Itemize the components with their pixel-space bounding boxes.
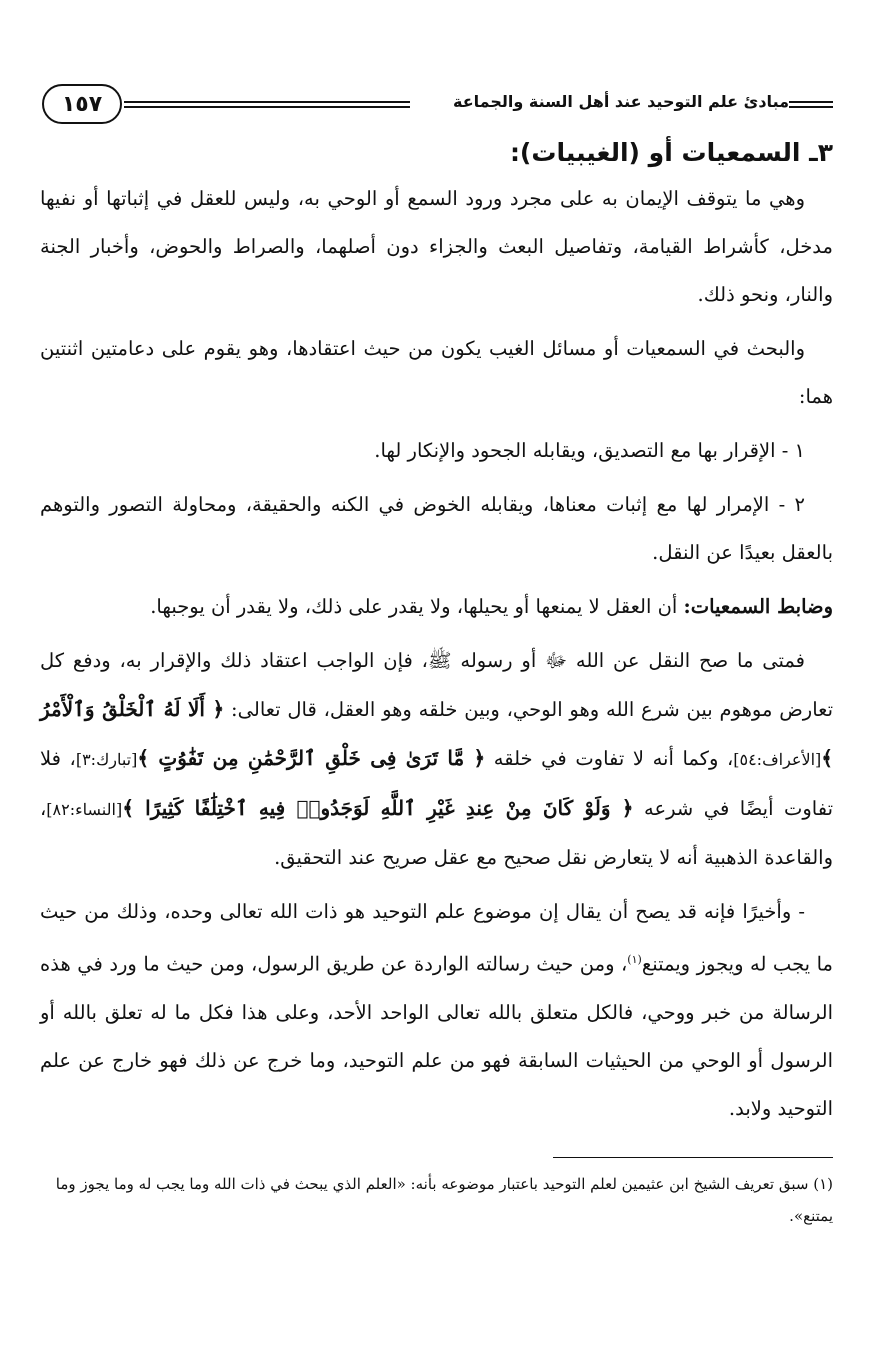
verse-reference: [تبارك:٣]	[75, 750, 138, 769]
running-header	[40, 70, 833, 132]
list-item-1: ١ - الإقرار بها مع التصديق، ويقابله الجحود والإنكار لها.	[374, 439, 805, 462]
paragraph-definition: وهي ما يتوقف الإيمان به على مجرد ورود السمع أو الوحي به، وليس للعقل في إثباتها أو نفيها مدخل، كأشراط القيامة، وتفاصيل البعث والجزاء دون أصلهما، والصراط والحوض، وأخبار الجنة والنار، ونحو ذلك.	[40, 187, 833, 306]
footnote-1: (١) سبق تعريف الشيخ ابن عثيمين لعلم التوحيد باعتبار موضوعه بأنه: «العلم الذي يبحث في ذات الله وما يجب له وما يجوز وما يمتنع».	[55, 1174, 833, 1225]
running-title: مبادئ علم التوحيد عند أهل السنة والجماعة	[445, 92, 789, 111]
paragraph-criterion	[40, 583, 833, 631]
list-item-2: ٢ - الإمرار لها مع إثبات معناها، ويقابله الخوض في الكنه والحقيقة، ومحاولة التصور والتوهم بالعقل بعيدًا عن النقل.	[40, 493, 833, 564]
quran-verse: ﴿ وَلَوْ كَانَ مِنْ عِندِ غَيْرِ ٱللَّهِ لَوَجَدُوا۟ فِيهِ ٱخْتِلَٰفًا كَثِيرًا ﴾	[122, 796, 634, 820]
footnote-divider	[553, 1157, 833, 1158]
text-run: ، ومن حيث رسالته الواردة عن طريق الرسول، ومن حيث ما ورد في هذه الرسالة من خبر ووحي، فالكل متعلق بالله تعالى الواحد الأحد، وعلى هذا فكل ما له تعلق بالله أو الرسول أو الوحي من الحيثيات السابقة فهو من علم التوحيد، وما خرج عن ذلك فهو خارج عن علم التوحيد ولابد.	[40, 952, 833, 1120]
header-rule	[124, 101, 410, 103]
header-rule	[124, 106, 410, 108]
page-number: ١٥٧	[42, 84, 122, 124]
header-rule	[787, 106, 833, 108]
footnote-marker[interactable]: (١)	[627, 953, 642, 966]
header-rule	[787, 101, 833, 103]
quran-verse: ﴿ مَّا تَرَىٰ فِى خَلْقِ ٱلرَّحْمَٰنِ مِن تَفَٰوُتٍ ﴾	[137, 746, 486, 770]
text-run: ، والقاعدة الذهبية أنه لا يتعارض نقل صحيح مع عقل صريح عند التحقيق.	[40, 797, 833, 869]
book-page	[40, 70, 833, 1340]
section-heading: ٣ـ السمعيات أو (الغيبيات):	[509, 138, 833, 167]
text-run: ، وكما أنه لا تفاوت في خلقه	[485, 747, 734, 770]
verse-reference: [الأعراف:٥٤]	[733, 750, 822, 769]
criterion-label: وضابط السمعيات:	[683, 595, 833, 618]
paragraph-subject-of-tawhid	[40, 888, 833, 1133]
text-run: فمتى ما صح النقل عن الله ﷻ أو رسوله ﷺ، فإن الواجب اعتقاد ذلك والإقرار به، ودفع كل تعارض موهوم بين شرع الله وهو الوحي، وبين خلقه وهو العقل، قال تعالى:	[40, 649, 834, 721]
paragraph-pillars-intro: والبحث في السمعيات أو مسائل الغيب يكون من حيث اعتقادها، وهو يقوم على دعامتين اثنتين هما:	[40, 337, 833, 408]
verse-reference: [النساء:٨٢]	[46, 800, 123, 819]
criterion-text: أن العقل لا يمنعها أو يحيلها، ولا يقدر على ذلك، ولا يقدر أن يوجبها.	[150, 595, 684, 618]
text-run: ، فلا تفاوت أيضًا في شرعه	[40, 747, 833, 820]
text-run: - وأخيرًا فإنه قد يصح أن يقال إن موضوع علم التوحيد هو ذات الله تعالى وحده، وذلك من حيث ما يجب له ويجوز ويمتنع	[40, 900, 833, 976]
quran-verse: ﴿ أَلَا لَهُ ٱلْخَلْقُ وَٱلْأَمْرُ ﴾	[40, 697, 833, 770]
paragraph-revelation-reason	[40, 637, 833, 882]
